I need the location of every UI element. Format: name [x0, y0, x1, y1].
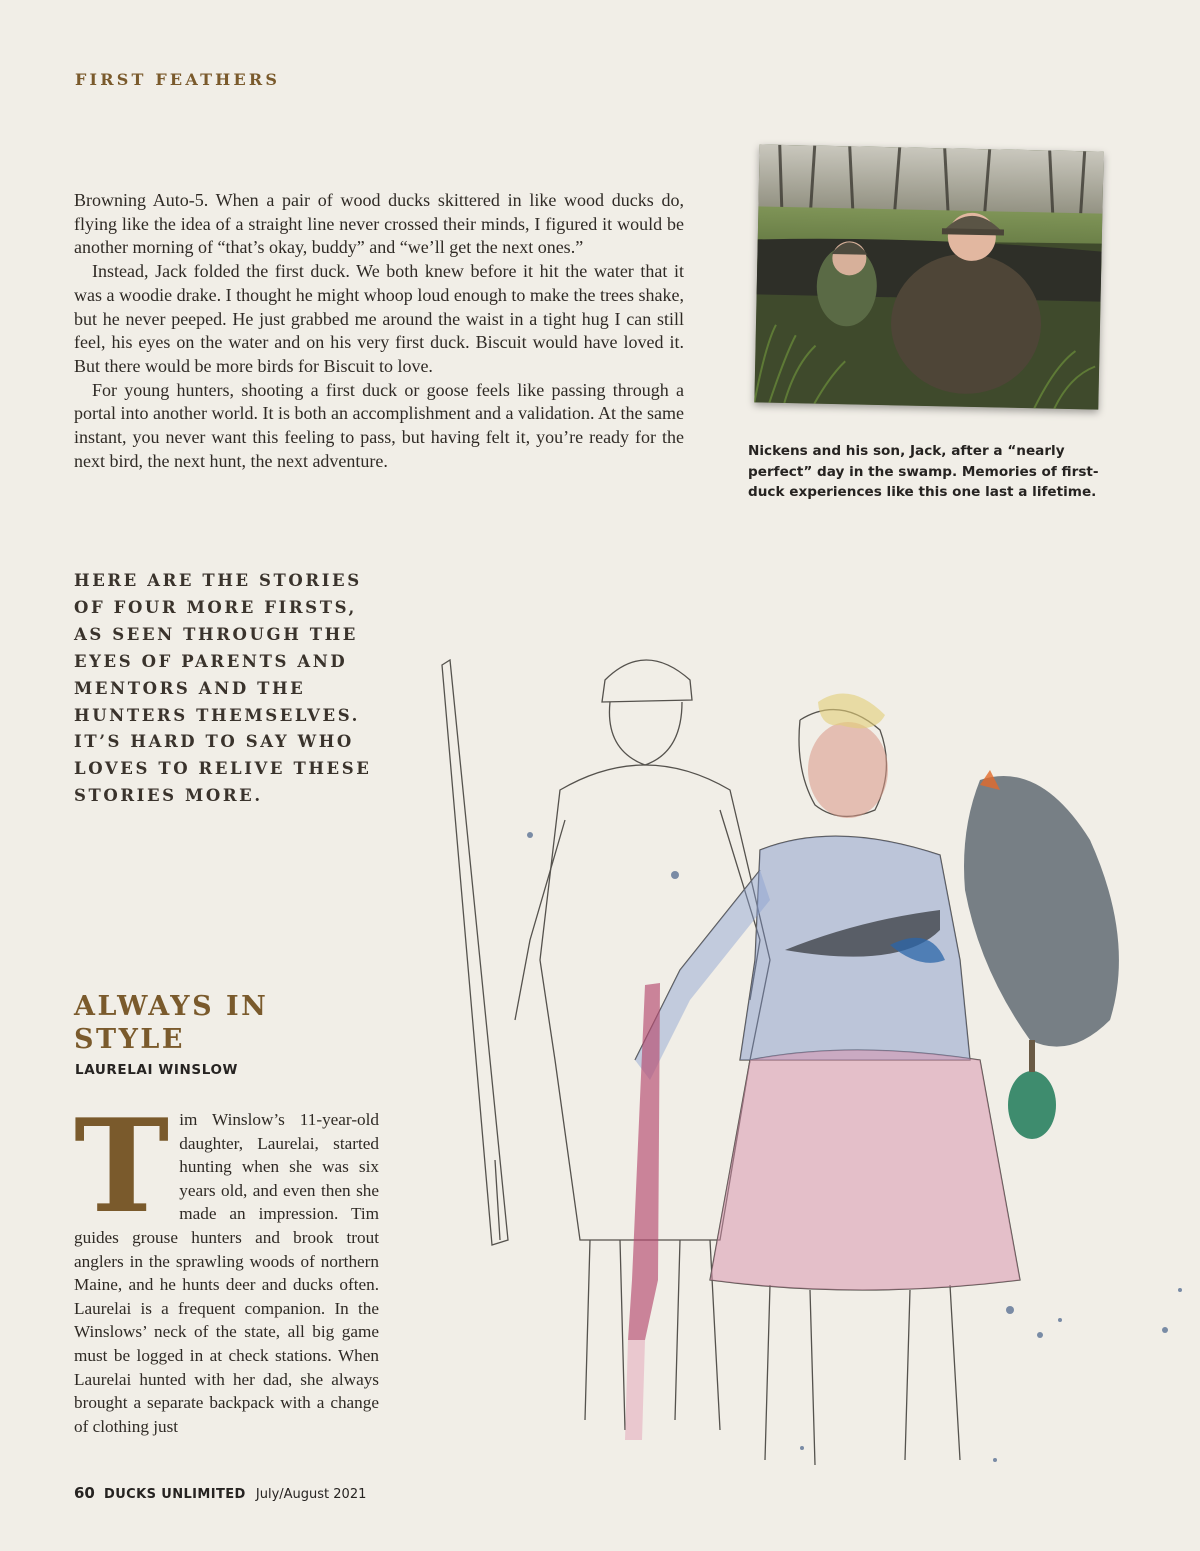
story-text: im Winslow’s 11-year-old daughter, Laurelai, started hunting when she was six years old, and even then she made an impression. Tim guides grouse hunters and brook trout anglers in the sprawling woods of northern Maine, and he hunts deer and ducks often. Laurelai is a frequent companion. In the Winslows’ neck of the state, all big game must be logged in at check stations. When Laurelai hunted with her dad, she always brought a separate backpack with a change of clothing just	[74, 1110, 379, 1436]
story-headline: ALWAYS IN STYLE	[74, 991, 269, 1055]
intro-paragraph: Instead, Jack folded the first duck. We both knew before it hit the water that it was a woodie drake. I thought he might whoop loud enough to make the trees shake, but he never peeped. He just grabbed me around the waist in a tight hug I can still feel, his eyes on the water and on his very first duck. Biscuit would have loved it. But there would be more birds for Biscuit to love.	[74, 261, 684, 376]
intro-paragraph: For young hunters, shooting a first duck or goose feels like passing through a portal into another world. It is both an accomplishment and a validation. At the same instant, you never want this feeling to pass, but having felt it, you’re ready for the next bird, the next hunt, the next adventure.	[74, 379, 684, 471]
page-number: 60	[74, 1484, 95, 1502]
pullquote: HERE ARE THE STORIES OF FOUR MORE FIRSTS, AS SEEN THROUGH THE EYES OF PARENTS AND MENTORS AND THE HUNTERS THEMSELVES. IT’S HARD TO SAY WHO LOVES TO RELIVE THESE STORIES MORE.	[74, 571, 372, 806]
watercolor-illustration	[420, 640, 1200, 1500]
drop-cap: T	[74, 1092, 170, 1242]
story-body	[74, 1092, 379, 1438]
photo-caption: Nickens and his son, Jack, after a “nearly perfect” day in the swamp. Memories of first-duck experiences like this one last a lifetime.	[748, 443, 1099, 500]
intro-paragraph: Browning Auto-5. When a pair of wood ducks skittered in like wood ducks do, flying like the idea of a straight line never crossed their minds, I figured it would be another morning of “that’s okay, buddy” and “we’ll get the next ones.”	[74, 190, 684, 258]
story-byline: LAURELAI WINSLOW	[75, 1062, 239, 1078]
magazine-name: DUCKS UNLIMITED	[104, 1487, 246, 1502]
issue-date: July/August 2021	[255, 1487, 367, 1502]
section-label: FIRST FEATHERS	[75, 70, 281, 89]
intro-text	[74, 189, 684, 473]
swamp-photo	[754, 144, 1103, 409]
page-footer	[74, 1484, 366, 1502]
